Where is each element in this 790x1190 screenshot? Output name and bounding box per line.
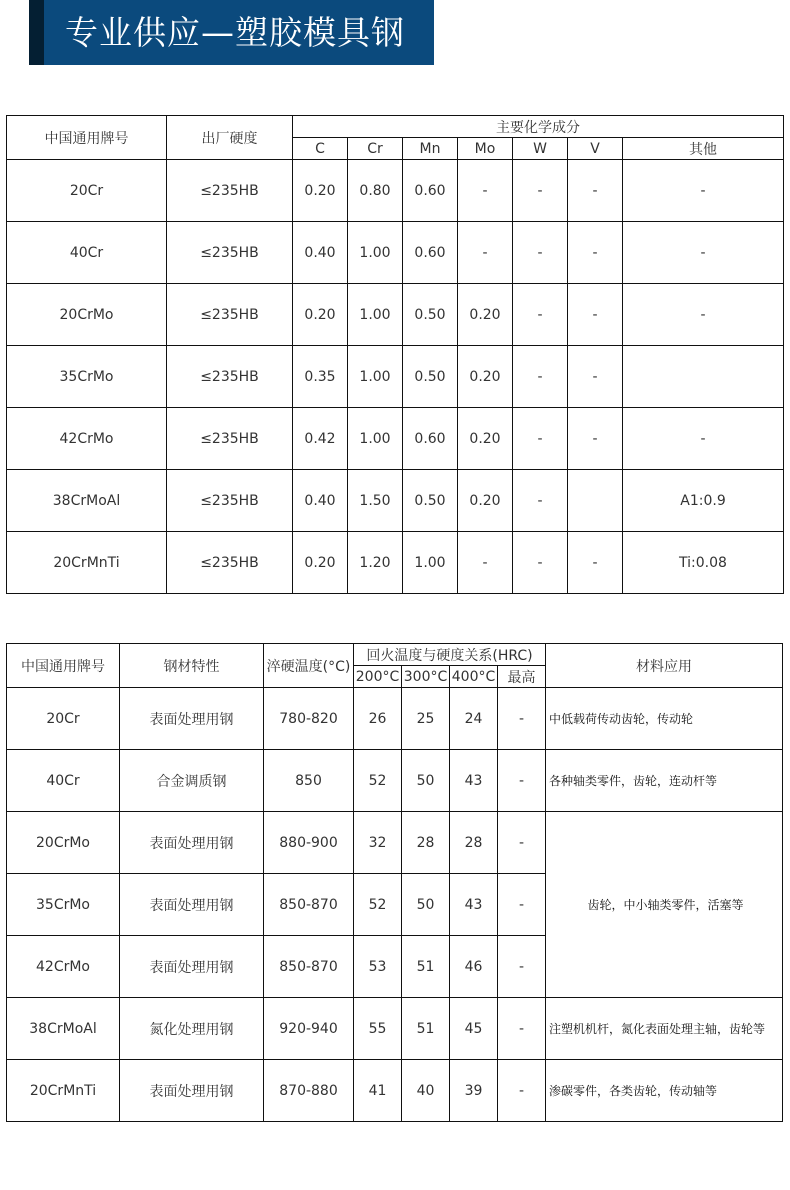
cell-hrc-400: 43 <box>450 750 498 812</box>
cell-characteristic: 表面处理用钢 <box>120 688 264 750</box>
cell-w: - <box>513 470 568 532</box>
header-temper-400: 400°C <box>450 666 498 688</box>
header-temper-group: 回火温度与硬度关系(HRC) <box>354 644 546 666</box>
cell-cr: 1.00 <box>348 346 403 408</box>
cell-hrc-300: 28 <box>402 812 450 874</box>
cell-w: - <box>513 160 568 222</box>
cell-grade: 38CrMoAl <box>7 998 120 1060</box>
cell-hrc-300: 50 <box>402 874 450 936</box>
cell-c: 0.40 <box>293 222 348 284</box>
cell-hardness: ≤235HB <box>167 160 293 222</box>
page-title: 专业供应—塑胶模具钢 <box>65 13 405 52</box>
cell-cr: 1.50 <box>348 470 403 532</box>
cell-other: - <box>623 160 784 222</box>
cell-other: Ti:0.08 <box>623 532 784 594</box>
cell-grade: 20CrMo <box>7 812 120 874</box>
cell-v: - <box>568 346 623 408</box>
cell-c: 0.20 <box>293 284 348 346</box>
cell-hrc-400: 24 <box>450 688 498 750</box>
cell-quench-temp: 880-900 <box>264 812 354 874</box>
cell-hrc-200: 52 <box>354 750 402 812</box>
cell-hardness: ≤235HB <box>167 470 293 532</box>
cell-v: - <box>568 408 623 470</box>
title-banner <box>29 0 434 65</box>
cell-grade: 42CrMo <box>7 936 120 998</box>
cell-hrc-300: 50 <box>402 750 450 812</box>
cell-quench-temp: 780-820 <box>264 688 354 750</box>
cell-grade: 42CrMo <box>7 408 167 470</box>
header-element-mo: Mo <box>458 138 513 160</box>
cell-mo: 0.20 <box>458 346 513 408</box>
cell-hrc-max: - <box>498 1060 546 1122</box>
cell-characteristic: 合金调质钢 <box>120 750 264 812</box>
header-quench-temp: 淬硬温度(°C) <box>264 644 354 688</box>
table-row <box>7 470 784 532</box>
cell-w: - <box>513 408 568 470</box>
header-temper-300: 300°C <box>402 666 450 688</box>
cell-hrc-400: 45 <box>450 998 498 1060</box>
header-grade: 中国通用牌号 <box>7 644 120 688</box>
header-element-cr: Cr <box>348 138 403 160</box>
cell-hrc-max: - <box>498 688 546 750</box>
cell-mn: 0.60 <box>403 160 458 222</box>
cell-grade: 38CrMoAl <box>7 470 167 532</box>
cell-v: - <box>568 532 623 594</box>
cell-w: - <box>513 532 568 594</box>
cell-w: - <box>513 284 568 346</box>
cell-characteristic: 氮化处理用钢 <box>120 998 264 1060</box>
properties-table <box>6 643 783 1122</box>
header-characteristic: 钢材特性 <box>120 644 264 688</box>
cell-application: 注塑机机杆，氮化表面处理主轴，齿轮等 <box>546 998 783 1060</box>
cell-other: A1:0.9 <box>623 470 784 532</box>
cell-characteristic: 表面处理用钢 <box>120 936 264 998</box>
header-temper-200: 200°C <box>354 666 402 688</box>
header-hardness: 出厂硬度 <box>167 116 293 160</box>
cell-hardness: ≤235HB <box>167 532 293 594</box>
cell-hrc-300: 51 <box>402 936 450 998</box>
cell-c: 0.20 <box>293 532 348 594</box>
cell-grade: 20CrMo <box>7 284 167 346</box>
cell-hrc-max: - <box>498 812 546 874</box>
cell-hrc-200: 53 <box>354 936 402 998</box>
cell-hrc-200: 52 <box>354 874 402 936</box>
cell-hrc-400: 46 <box>450 936 498 998</box>
header-element-other: 其他 <box>623 138 784 160</box>
cell-characteristic: 表面处理用钢 <box>120 812 264 874</box>
cell-cr: 0.80 <box>348 160 403 222</box>
cell-mo: 0.20 <box>458 470 513 532</box>
cell-quench-temp: 850-870 <box>264 874 354 936</box>
cell-w: - <box>513 346 568 408</box>
cell-c: 0.40 <box>293 470 348 532</box>
header-element-mn: Mn <box>403 138 458 160</box>
table-row <box>7 284 784 346</box>
cell-hrc-200: 32 <box>354 812 402 874</box>
cell-cr: 1.00 <box>348 222 403 284</box>
cell-application: 渗碳零件，各类齿轮，传动轴等 <box>546 1060 783 1122</box>
cell-w: - <box>513 222 568 284</box>
cell-v: - <box>568 284 623 346</box>
cell-other: - <box>623 408 784 470</box>
composition-table <box>6 115 784 594</box>
table-row <box>7 408 784 470</box>
cell-application: 中低载荷传动齿轮，传动轮 <box>546 688 783 750</box>
cell-mn: 0.50 <box>403 470 458 532</box>
cell-mo: 0.20 <box>458 284 513 346</box>
cell-hrc-max: - <box>498 936 546 998</box>
table-row <box>7 998 783 1060</box>
cell-hrc-400: 43 <box>450 874 498 936</box>
cell-v <box>568 470 623 532</box>
cell-cr: 1.00 <box>348 284 403 346</box>
header-element-w: W <box>513 138 568 160</box>
cell-hrc-400: 39 <box>450 1060 498 1122</box>
header-temper-max: 最高 <box>498 666 546 688</box>
cell-cr: 1.00 <box>348 408 403 470</box>
cell-other: - <box>623 222 784 284</box>
cell-hrc-200: 41 <box>354 1060 402 1122</box>
cell-hardness: ≤235HB <box>167 408 293 470</box>
cell-hrc-max: - <box>498 874 546 936</box>
table-row <box>7 532 784 594</box>
banner-accent-bar <box>29 0 44 65</box>
cell-c: 0.42 <box>293 408 348 470</box>
cell-c: 0.20 <box>293 160 348 222</box>
cell-characteristic: 表面处理用钢 <box>120 1060 264 1122</box>
cell-grade: 40Cr <box>7 750 120 812</box>
header-grade: 中国通用牌号 <box>7 116 167 160</box>
cell-mn: 0.60 <box>403 222 458 284</box>
table-row <box>7 346 784 408</box>
cell-c: 0.35 <box>293 346 348 408</box>
table-row <box>7 812 783 874</box>
cell-grade: 35CrMo <box>7 346 167 408</box>
header-element-v: V <box>568 138 623 160</box>
cell-mo: - <box>458 532 513 594</box>
cell-application-merged: 齿轮，中小轴类零件，活塞等 <box>546 812 783 998</box>
header-element-c: C <box>293 138 348 160</box>
cell-hrc-200: 55 <box>354 998 402 1060</box>
table-row <box>7 222 784 284</box>
cell-mn: 0.50 <box>403 284 458 346</box>
cell-cr: 1.20 <box>348 532 403 594</box>
cell-application: 各种轴类零件，齿轮，连动杆等 <box>546 750 783 812</box>
cell-hrc-300: 51 <box>402 998 450 1060</box>
cell-mn: 0.60 <box>403 408 458 470</box>
cell-mn: 1.00 <box>403 532 458 594</box>
cell-hardness: ≤235HB <box>167 222 293 284</box>
cell-quench-temp: 920-940 <box>264 998 354 1060</box>
cell-hrc-200: 26 <box>354 688 402 750</box>
cell-other <box>623 346 784 408</box>
table-row <box>7 160 784 222</box>
cell-hrc-400: 28 <box>450 812 498 874</box>
cell-v: - <box>568 160 623 222</box>
cell-quench-temp: 870-880 <box>264 1060 354 1122</box>
cell-grade: 35CrMo <box>7 874 120 936</box>
cell-grade: 20Cr <box>7 160 167 222</box>
cell-hrc-300: 25 <box>402 688 450 750</box>
table-row <box>7 750 783 812</box>
cell-grade: 20CrMnTi <box>7 532 167 594</box>
table-row <box>7 1060 783 1122</box>
cell-hrc-300: 40 <box>402 1060 450 1122</box>
cell-characteristic: 表面处理用钢 <box>120 874 264 936</box>
header-application: 材料应用 <box>546 644 783 688</box>
cell-quench-temp: 850-870 <box>264 936 354 998</box>
cell-other: - <box>623 284 784 346</box>
cell-v: - <box>568 222 623 284</box>
cell-grade: 20CrMnTi <box>7 1060 120 1122</box>
cell-grade: 40Cr <box>7 222 167 284</box>
cell-mo: 0.20 <box>458 408 513 470</box>
cell-hrc-max: - <box>498 998 546 1060</box>
cell-grade: 20Cr <box>7 688 120 750</box>
header-composition-group: 主要化学成分 <box>293 116 784 138</box>
cell-mn: 0.50 <box>403 346 458 408</box>
cell-hrc-max: - <box>498 750 546 812</box>
cell-hardness: ≤235HB <box>167 346 293 408</box>
table-row <box>7 688 783 750</box>
cell-hardness: ≤235HB <box>167 284 293 346</box>
cell-mo: - <box>458 160 513 222</box>
cell-mo: - <box>458 222 513 284</box>
cell-quench-temp: 850 <box>264 750 354 812</box>
